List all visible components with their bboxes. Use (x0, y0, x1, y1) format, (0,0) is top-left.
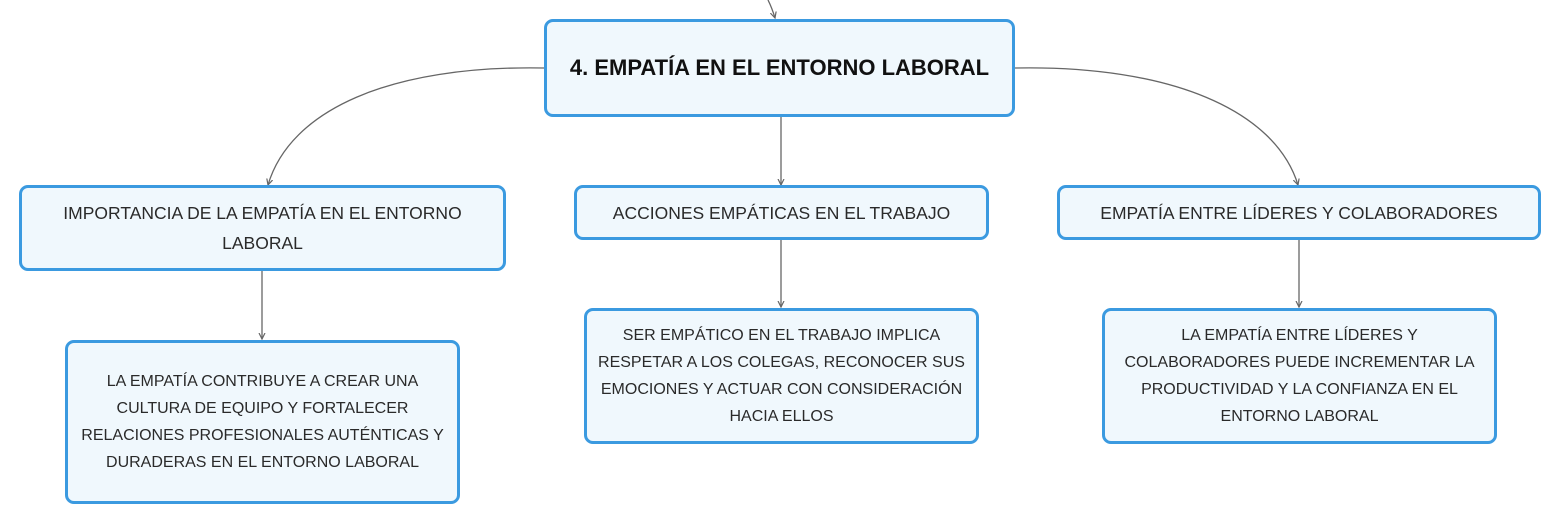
connector-root-to-right-branch (1015, 68, 1298, 185)
root-topic-label: 4. EMPATÍA EN EL ENTORNO LABORAL (569, 55, 990, 80)
branch-importance-label: IMPORTANCIA DE LA EMPATÍA EN EL ENTORNO LABORAL (63, 203, 462, 253)
detail-empathic-actions[interactable] (584, 308, 979, 444)
detail-importance[interactable] (65, 340, 460, 504)
branch-leaders-collaborators[interactable] (1057, 185, 1541, 240)
branch-importance[interactable] (19, 185, 506, 271)
branch-empathic-actions[interactable] (574, 185, 989, 240)
detail-leaders-collaborators[interactable] (1102, 308, 1497, 444)
branch-leaders-collaborators-label: EMPATÍA ENTRE LÍDERES Y COLABORADORES (1100, 202, 1498, 223)
root-topic[interactable] (544, 19, 1015, 117)
branch-empathic-actions-label: ACCIONES EMPÁTICAS EN EL TRABAJO (612, 202, 951, 223)
connector-root-to-left-branch (268, 68, 544, 185)
detail-empathic-actions-text: SER EMPÁTICO EN EL TRABAJO IMPLICA RESPETAR A LOS COLEGAS, RECONOCER SUS EMOCIONES Y ACTUAR CON CONSIDERACIÓN HACIA ELLOS (598, 327, 965, 425)
detail-leaders-collaborators-text: LA EMPATÍA ENTRE LÍDERES Y COLABORADORES PUEDE INCREMENTAR LA PRODUCTIVIDAD Y LA CONFIANZA EN EL ENTORNO LABORAL (1124, 327, 1475, 425)
detail-importance-text: LA EMPATÍA CONTRIBUYE A CREAR UNA CULTURA DE EQUIPO Y FORTALECER RELACIONES PROFESIONALES AUTÉNTICAS Y DURADERAS EN EL ENTORNO LABORAL (81, 373, 444, 471)
connector-parent-to-root (768, 0, 775, 18)
